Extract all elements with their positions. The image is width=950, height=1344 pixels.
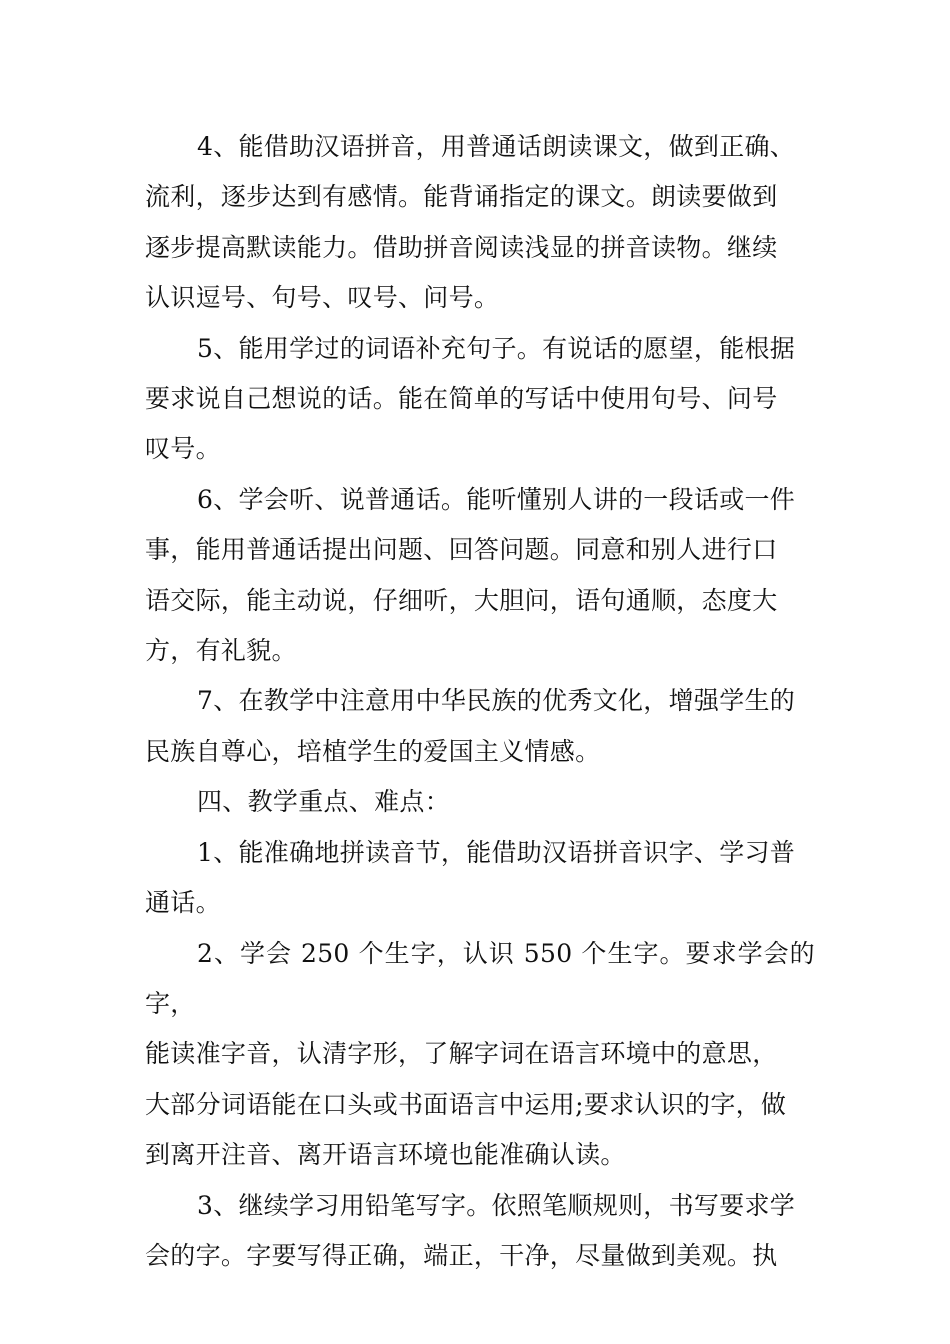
document-body xyxy=(145,122,815,1281)
key-point-item-3: 3、继续学习用铅笔写字。依照笔顺规则，书写要求学 会的字。字要写得正确，端正，干净，尽量做到美观。执 xyxy=(145,1190,796,1270)
paragraph-item-7: 7、在教学中注意用中华民族的优秀文化，增强学生的 民族自尊心，培植学生的爱国主义情感。 xyxy=(145,686,796,766)
key-point-item-2: 2、学会 250 个生字，认识 550 个生字。要求学会的字， 能读准字音，认清字形，了解字词在语言环境中的意思， 大部分词语能在口头或书面语言中运用;要求认识的字，做 到离开注音、离开语言环境也能准确认读。 xyxy=(145,938,815,1170)
paragraph-item-6: 6、学会听、说普通话。能听懂别人讲的一段话或一件 事，能用普通话提出问题、回答问题。同意和别人进行口 语交际，能主动说，仔细听，大胆问，语句通顺，态度大 方，有礼貌。 xyxy=(145,484,796,666)
paragraph-item-5: 5、能用学过的词语补充句子。有说话的愿望，能根据 要求说自己想说的话。能在简单的写话中使用句号、问号 叹号。 xyxy=(145,333,796,464)
section-heading-key-points: 四、教学重点、难点： xyxy=(197,787,451,817)
key-point-item-1: 1、能准确地拼读音节，能借助汉语拼音识字、学习普 通话。 xyxy=(145,837,796,918)
paragraph-item-4: 4、能借助汉语拼音，用普通话朗读课文，做到正确、 流利，逐步达到有感情。能背诵指定的课文。朗读要做到 逐步提高默读能力。借助拼音阅读浅显的拼音读物。继续 认识逗号、句号、叹号、问号。 xyxy=(145,132,796,313)
